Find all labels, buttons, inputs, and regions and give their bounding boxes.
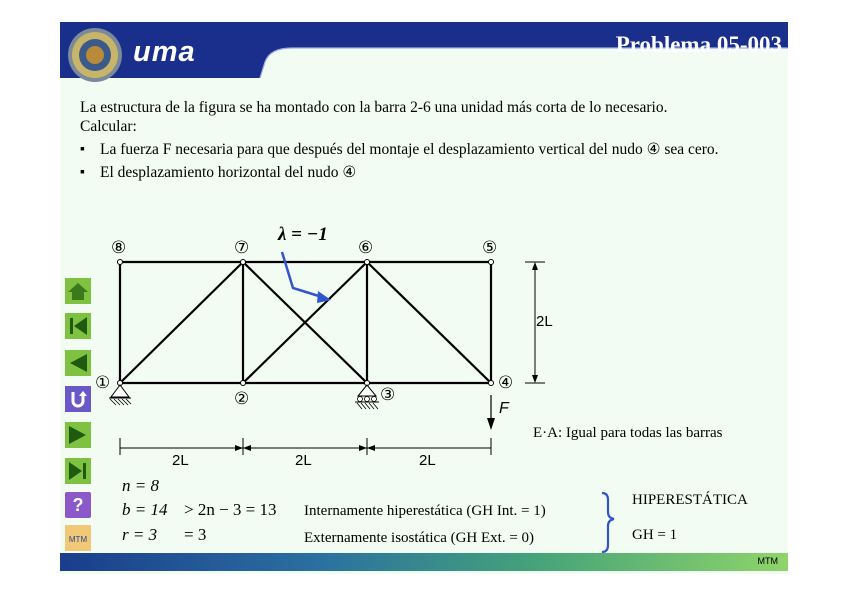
reactions-comparison: = 3 <box>184 525 207 544</box>
intro-line-1: La estructura de la figura se ha montado con la barra 2-6 una unidad más corta de lo necesario. <box>80 99 668 116</box>
node-label-3: ③ <box>380 385 396 404</box>
footer-text: MTM <box>757 556 778 566</box>
external-classification: Externamente isostática (GH Ext. = 0) <box>304 530 535 546</box>
lambda-arrow <box>282 252 322 297</box>
force-arrowhead <box>487 418 495 430</box>
truss-bars <box>120 262 491 383</box>
span-label-1: 2L <box>172 452 189 469</box>
intro-line-2: Calcular: <box>80 118 137 135</box>
task-item: ▪ El desplazamiento horizontal del nudo ④ <box>80 163 780 182</box>
problem-title: Problema 05-003 <box>615 32 782 57</box>
node-label-8: ⑧ <box>111 238 127 257</box>
bar-1-7 <box>120 262 243 383</box>
result-classification: HIPERESTÁTICA <box>632 492 748 508</box>
logo-text: uma <box>133 36 196 68</box>
bars-count: b = 14 <box>122 500 168 519</box>
internal-classification: Internamente hiperestática (GH Int. = 1) <box>304 503 546 519</box>
span-label-2: 2L <box>295 452 312 469</box>
reactions-count: r = 3 <box>122 525 158 544</box>
help-icon: ? <box>72 495 84 515</box>
pin-support-icon <box>109 385 131 405</box>
svg-text:MTM: MTM <box>68 535 88 544</box>
result-gh: GH = 1 <box>632 527 678 543</box>
span-label-3: 2L <box>419 452 436 469</box>
ea-note: E·A: Igual para todas las barras <box>533 425 723 441</box>
roller-support-icon <box>355 385 379 409</box>
lambda-label: λ = −1 <box>278 224 328 245</box>
bars-comparison: > 2n − 3 = 13 <box>184 500 277 519</box>
bar-6-4 <box>367 262 491 383</box>
force-label: F <box>499 400 509 417</box>
node-label-5: ⑤ <box>482 238 498 257</box>
node-label-4: ④ <box>498 373 514 392</box>
node-label-1: ① <box>95 373 111 392</box>
node-label-2: ② <box>234 389 250 408</box>
result-brace <box>602 493 614 552</box>
height-label: 2L <box>536 313 553 330</box>
nodes-count: n = 8 <box>122 476 159 495</box>
node-label-7: ⑦ <box>234 238 250 257</box>
task-item: ▪ La fuerza F necesaria para que después del montaje el desplazamiento vertical del nudo ④ sea cero. <box>80 140 760 159</box>
footer-bar <box>60 553 788 571</box>
node-label-6: ⑥ <box>358 238 374 257</box>
